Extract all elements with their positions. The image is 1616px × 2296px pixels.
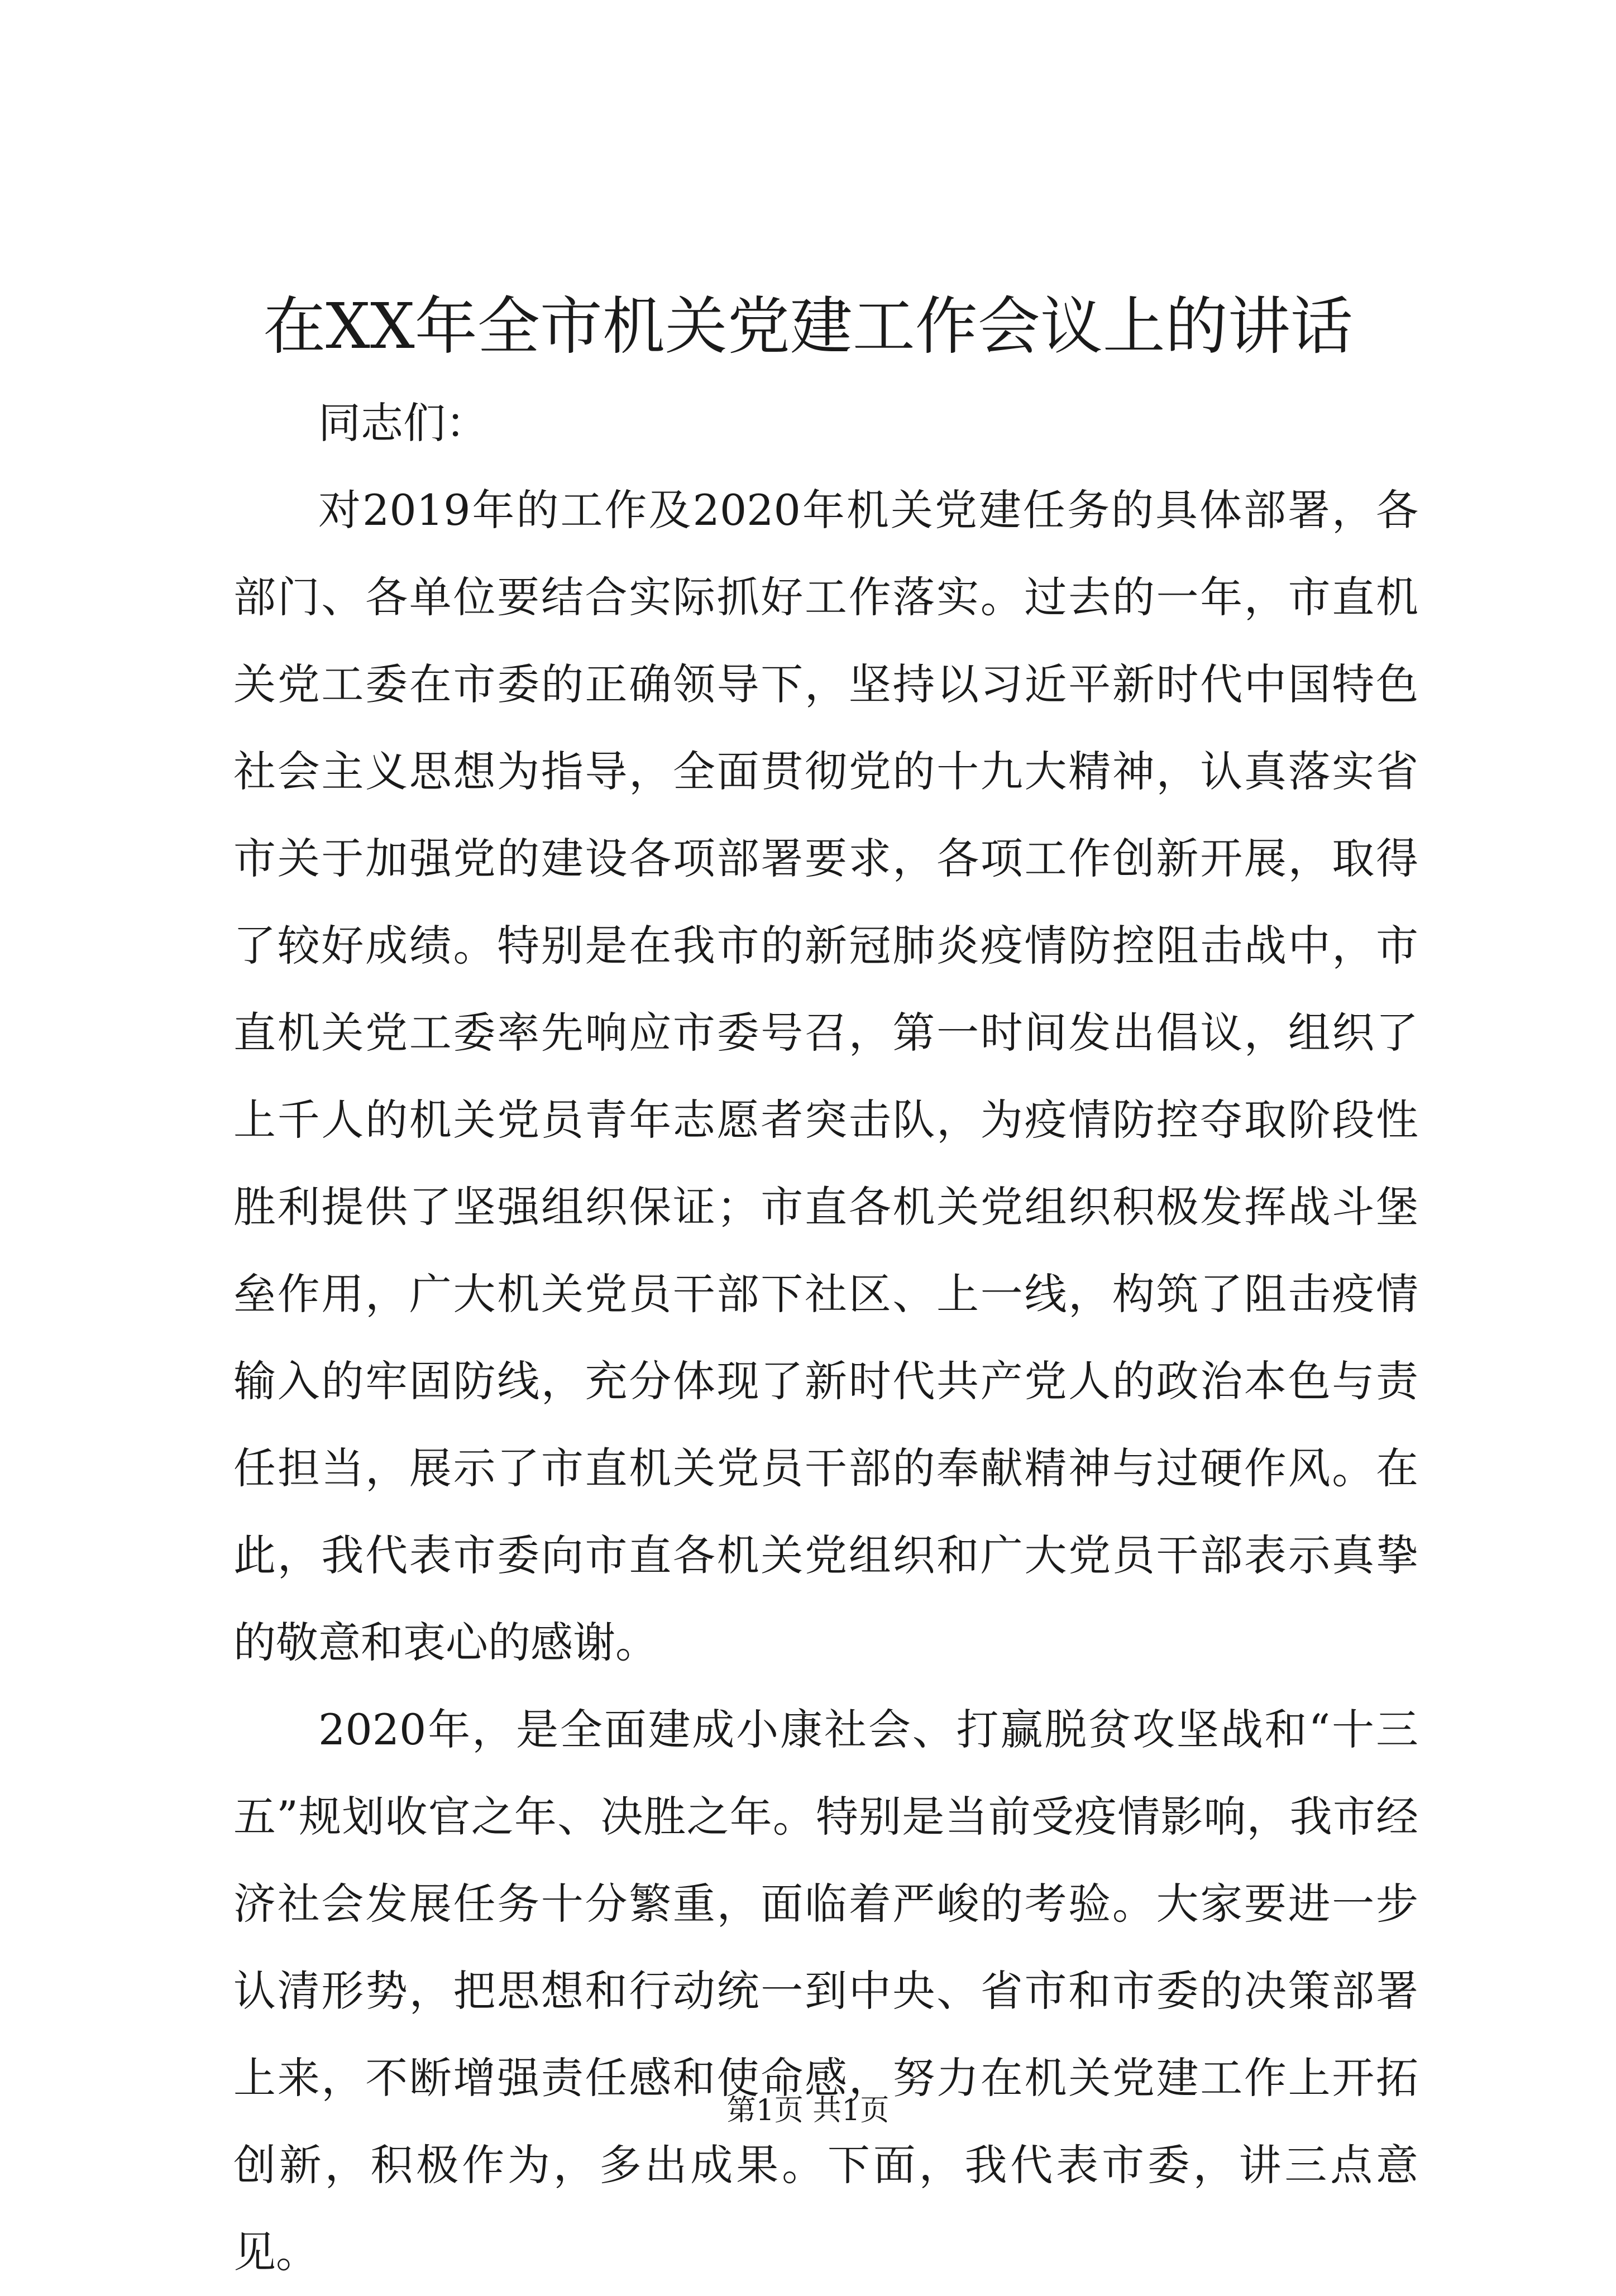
paragraph-2: 2020年，是全面建成小康社会、打赢脱贫攻坚战和“十三五”规划收官之年、决胜之年。特别是当前受疫情影响，我市经济社会发展任务十分繁重，面临着严峻的考验。大家要进一步认清形势，把思想和行动统一到中央、省市和市委的决策部署上来，不断增强责任感和使命感，努力在机关党建工作上开拓创新，积极作为，多出成果。下面，我代表市委，讲三点意见。 (233, 1705, 1418, 2277)
page-footer: 第1页 共1页 (726, 2094, 890, 2127)
salutation: 同志们： (318, 398, 488, 448)
document-title: 在XX年全市机关党建工作会议上的讲话 (263, 290, 1353, 363)
paragraph-1: 对2019年的工作及2020年机关党建任务的具体部署，各部门、各单位要结合实际抓好工作落实。过去的一年，市直机关党工委在市委的正确领导下，坚持以习近平新时代中国特色社会主义思想为指导，全面贯彻党的十九大精神，认真落实省市关于加强党的建设各项部署要求，各项工作创新开展，取得了较好成绩。特别是在我市的新冠肺炎疫情防控阻击战中，市直机关党工委率先响应市委号召，第一时间发出倡议，组织了上千人的机关党员青年志愿者突击队，为疫情防控夺取阶段性胜利提供了坚强组织保证；市直各机关党组织积极发挥战斗堡垒作用，广大机关党员干部下社区、上一线，构筑了阻击疫情输入的牢固防线，充分体现了新时代共产党人的政治本色与责任担当，展示了市直机关党员干部的奉献精神与过硬作风。在此，我代表市委向市直各机关党组织和广大党员干部表示真挚的敬意和衷心的感谢。 (233, 485, 1418, 1667)
document-body (233, 380, 1418, 2296)
